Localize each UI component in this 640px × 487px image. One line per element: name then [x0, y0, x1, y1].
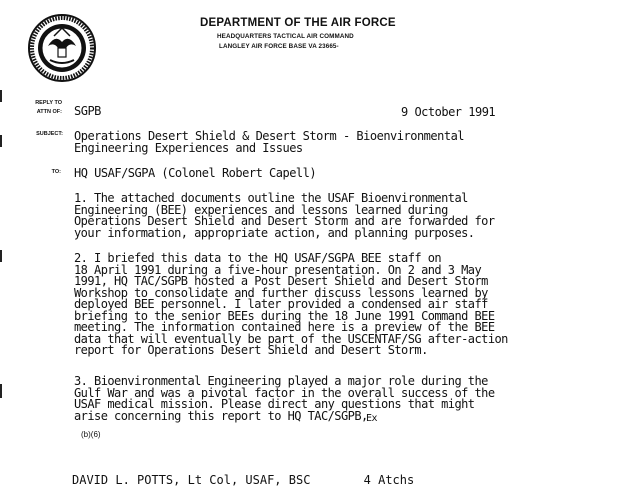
signature-block [72, 473, 414, 487]
redaction-marker: (b)(6) [81, 430, 101, 439]
paragraph-2: 2. I briefed this data to the HQ USAF/SGPA BEE staff on 18 April 1991 during a five-hour presentation. On 2 and 3 May 1991, HQ TAC/SGPB hosted a Post Desert Shield and Desert Storm Workshop to consolidate and further discuss lessons learned by deployed BEE personnel. I later provided a condensed air staff briefing to the senior BEEs during the 18 June 1991 Command BEE meeting. The information contained here is a preview of the BEE data that will eventually be part of the USCENTAF/SG after-action report for Operations Desert Shield and Desert Storm. [74, 251, 508, 357]
department-seal-icon [28, 12, 96, 84]
margin-mark [0, 384, 2, 398]
base-address-line: LANGLEY AIR FORCE BASE VA 23665- [219, 43, 339, 50]
margin-mark [0, 135, 2, 147]
paragraph-3: 3. Bioenvironmental Engineering played a major role during the Gulf War and was a pivotal factor in the overall success of the USAF medical mission. Please direct any questions that might arise concerning this report to HQ TAC/SGPB, [74, 374, 495, 423]
subject-label: SUBJECT: [36, 131, 63, 137]
to-label: TO: [51, 169, 61, 175]
paragraph-3-tail: Ex [366, 413, 378, 424]
attachments-count: 4 Atchs [363, 473, 415, 487]
subject-line-2: Engineering Experiences and Issues [74, 141, 303, 155]
office-symbol: SGPB [74, 104, 101, 118]
attn-of-label: ATTN OF: [36, 109, 62, 115]
subject-line-1: Operations Desert Shield & Desert Storm - Bioenvironmental [74, 129, 465, 143]
department-heading: DEPARTMENT OF THE AIR FORCE [200, 17, 396, 29]
paragraph-1: 1. The attached documents outline the USAF Bioenvironmental Engineering (BEE) experiences and lessons learned during Operations Desert Shield and Desert Storm and are forwarded for your information, appropriate action, and planning purposes. [74, 191, 495, 240]
headquarters-line: HEADQUARTERS TACTICAL AIR COMMAND [217, 33, 354, 40]
addressee: HQ USAF/SGPA (Colonel Robert Capell) [74, 166, 317, 180]
memo-date: 9 October 1991 [401, 105, 496, 119]
margin-mark [0, 90, 2, 102]
margin-mark [0, 250, 2, 262]
signature-name: DAVID L. POTTS, Lt Col, USAF, BSC [72, 473, 311, 487]
reply-to-label: REPLY TO [35, 100, 62, 106]
